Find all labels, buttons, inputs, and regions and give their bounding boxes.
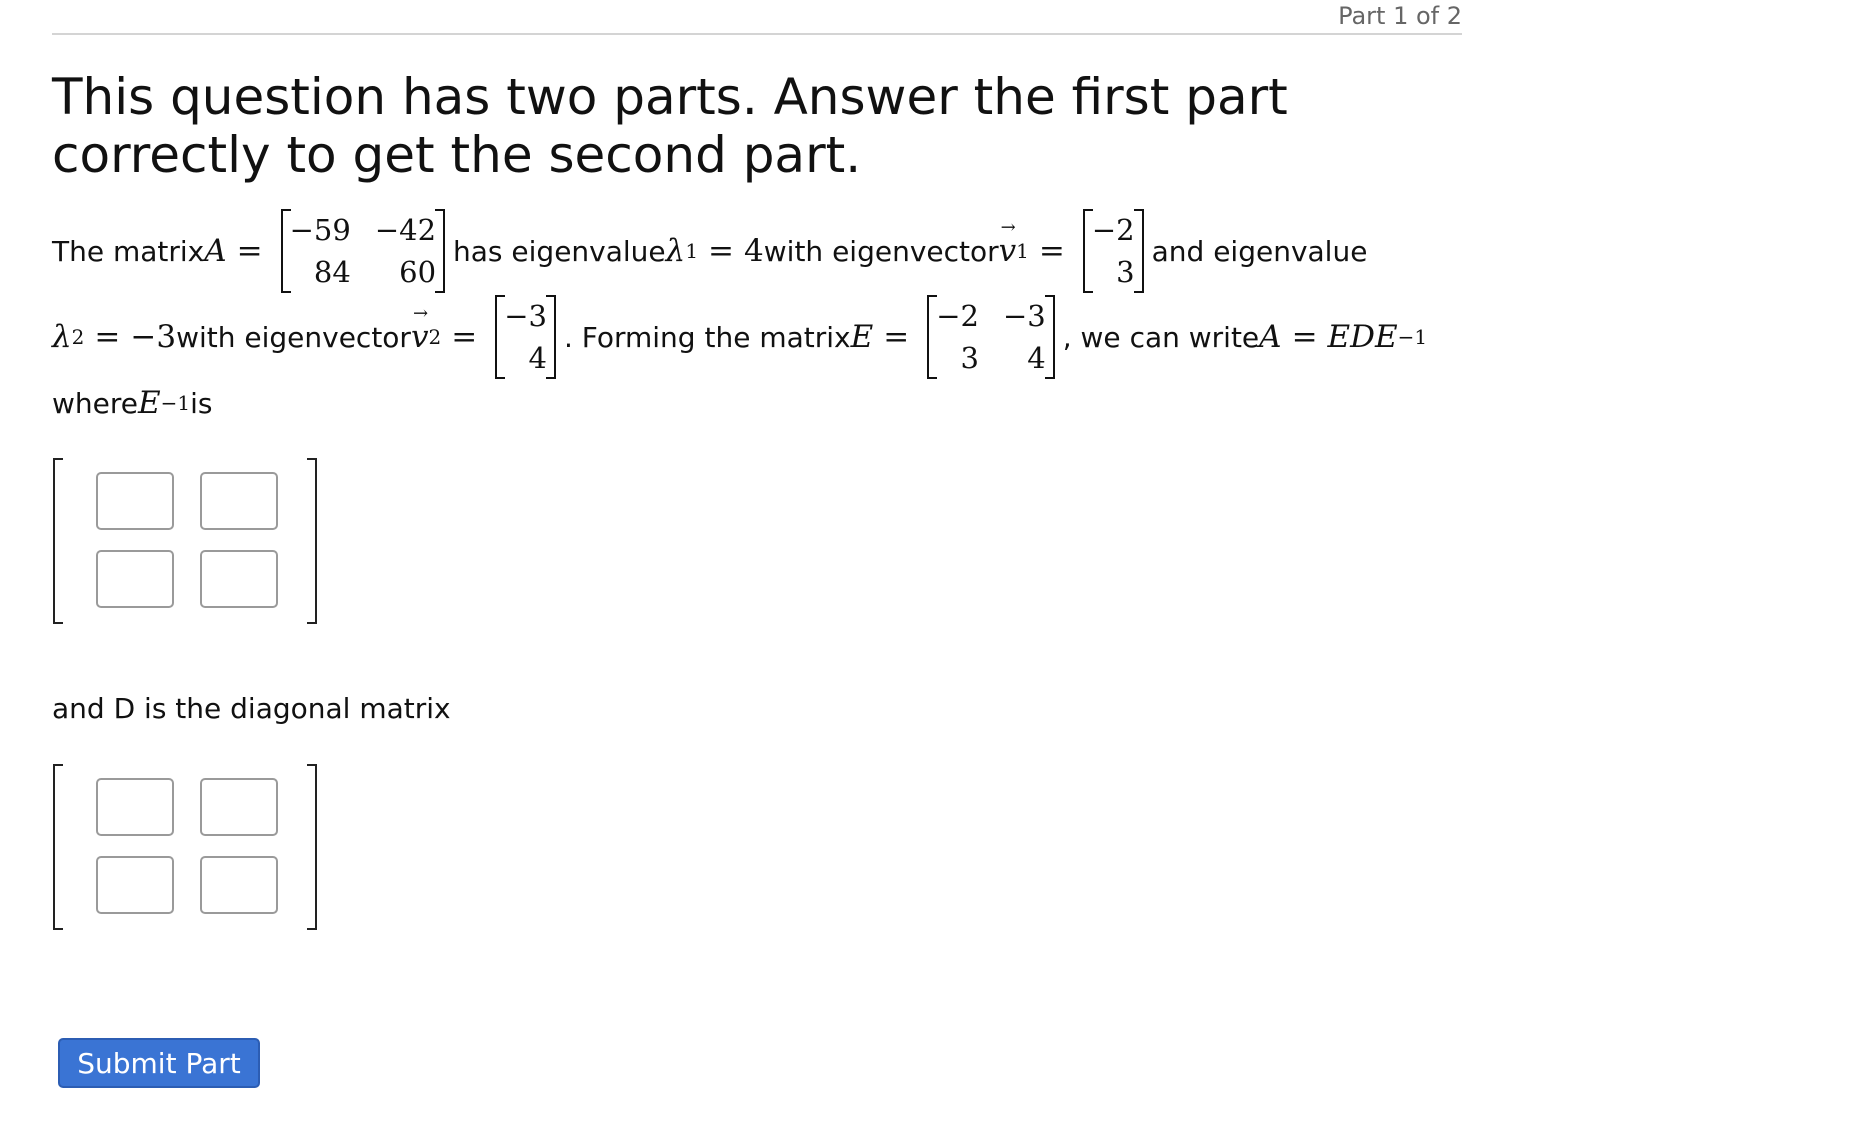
lambda1-subscript: 1 <box>685 239 699 263</box>
matrix-A-cell: 84 <box>313 255 351 289</box>
var-A: A <box>204 233 227 269</box>
diagonal-matrix-label: and D is the diagonal matrix <box>52 692 451 725</box>
equals-sign: = <box>94 319 121 355</box>
inverse-superscript: −1 <box>1397 325 1428 349</box>
equals-sign: = <box>236 233 263 269</box>
d-input-r1c1[interactable] <box>96 778 174 836</box>
statement-line-2 <box>52 292 1427 382</box>
vector-v2 <box>495 295 556 379</box>
vector-v1 <box>1083 209 1144 293</box>
d-input-r2c2[interactable] <box>200 856 278 914</box>
vector-v-symbol: → v <box>999 233 1017 269</box>
answer-matrix-E-inverse <box>53 458 317 624</box>
d-input-r1c2[interactable] <box>200 778 278 836</box>
matrix-E-cell: −2 <box>936 299 979 333</box>
header-divider <box>52 33 1462 35</box>
matrix-E-cell: 3 <box>960 341 979 375</box>
vector-v-symbol: → v <box>411 319 429 355</box>
answer-matrix-D <box>53 764 317 930</box>
text-with-eigenvector: with eigenvector <box>763 234 999 268</box>
matrix-E-cell: −3 <box>1002 299 1046 333</box>
lambda2-subscript: 2 <box>71 325 85 349</box>
var-E: E <box>850 319 874 355</box>
var-E: E <box>138 385 161 421</box>
equals-sign: = <box>451 319 478 355</box>
equals-sign: = <box>708 233 735 269</box>
submit-part-button[interactable]: Submit Part <box>58 1038 260 1088</box>
lambda1-value: 4 <box>744 233 764 269</box>
text-is: is <box>190 386 213 420</box>
equals-sign: = <box>1291 319 1318 355</box>
d-input-r2c1[interactable] <box>96 856 174 914</box>
equals-sign: = <box>883 319 910 355</box>
e-inverse-input-r2c1[interactable] <box>96 550 174 608</box>
text-has-eigenvalue: has eigenvalue <box>453 234 666 268</box>
var-A: A <box>1259 319 1282 355</box>
vector-v1-cell: −2 <box>1091 213 1135 247</box>
inverse-superscript: −1 <box>160 391 191 415</box>
part-indicator: Part 1 of 2 <box>1338 2 1462 30</box>
statement-line-3 <box>52 358 213 448</box>
lambda2-value: −3 <box>130 319 177 355</box>
formula-EDE: EDE <box>1327 319 1398 355</box>
question-title: This question has two parts. Answer the first part correctly to get the second part. <box>52 68 1288 184</box>
text-forming-matrix: . Forming the matrix <box>563 320 851 354</box>
lambda-symbol: λ <box>52 319 72 355</box>
lambda-symbol: λ <box>665 233 686 269</box>
text-we-can-write: , we can write <box>1062 320 1260 354</box>
v1-subscript: 1 <box>1016 239 1029 263</box>
matrix-A-cell: 60 <box>399 255 437 289</box>
e-inverse-input-r1c2[interactable] <box>200 472 278 530</box>
matrix-A <box>281 209 445 293</box>
equals-sign: = <box>1038 233 1065 269</box>
text-the-matrix: The matrix <box>52 234 205 268</box>
text-with-eigenvector: with eigenvector <box>176 320 411 354</box>
e-inverse-input-r2c2[interactable] <box>200 550 278 608</box>
matrix-E-cell: 4 <box>1027 341 1046 375</box>
matrix-A-cell: −42 <box>374 213 437 247</box>
v2-subscript: 2 <box>428 325 442 349</box>
matrix-A-cell: −59 <box>289 213 351 247</box>
matrix-E <box>927 295 1055 379</box>
e-inverse-input-r1c1[interactable] <box>96 472 174 530</box>
vector-v2-cell: −3 <box>504 299 547 333</box>
statement-line-1 <box>52 206 1367 296</box>
vector-v1-cell: 3 <box>1116 255 1135 289</box>
vector-v2-cell: 4 <box>528 341 547 375</box>
text-where: where <box>52 386 138 420</box>
text-and-eigenvalue: and eigenvalue <box>1151 234 1368 268</box>
